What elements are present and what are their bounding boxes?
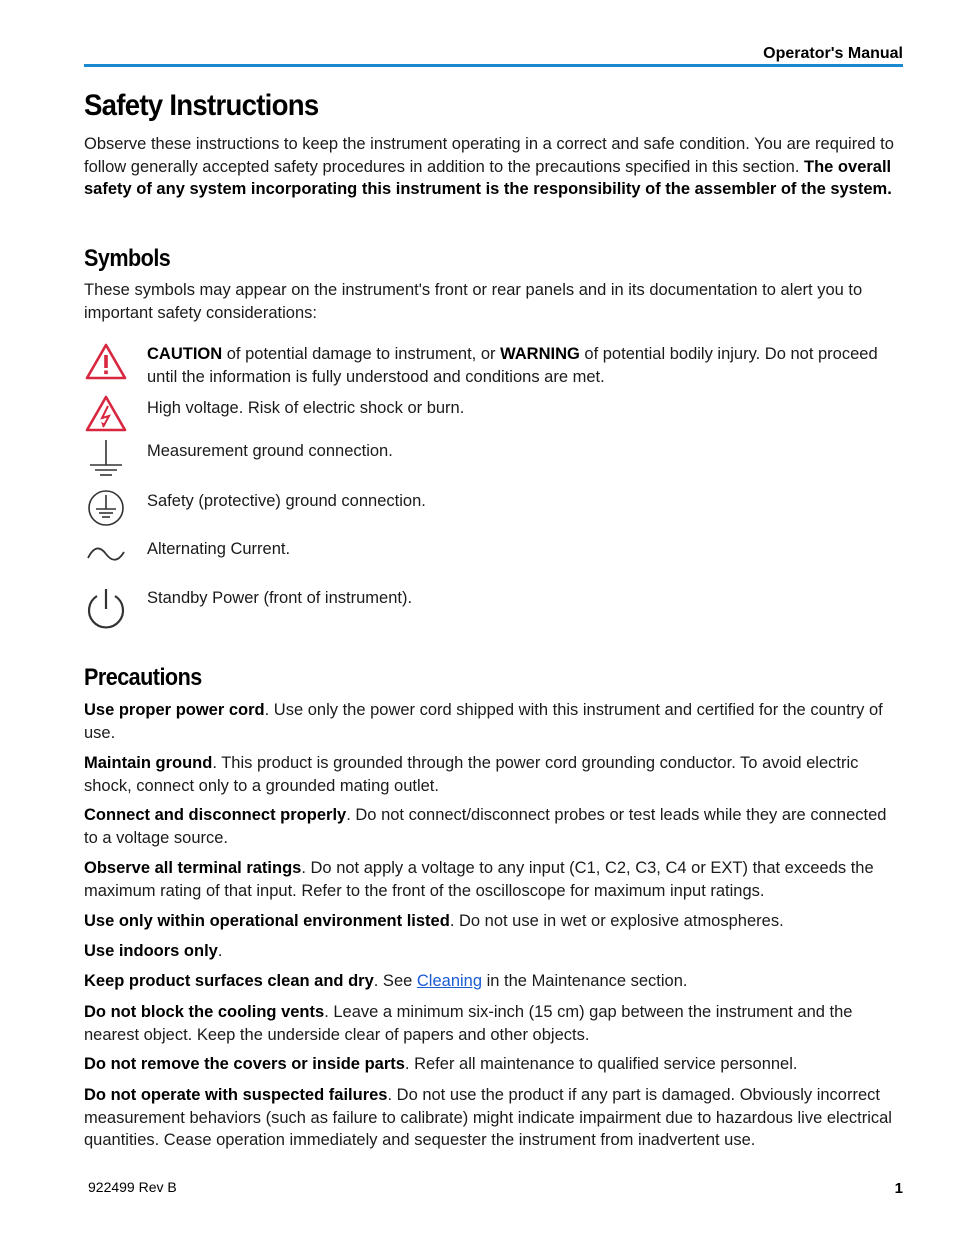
precaution-item: Use indoors only. (84, 942, 223, 960)
running-head: Operator's Manual (763, 45, 903, 62)
header-rule (84, 64, 903, 67)
precaution-item: Do not block the cooling vents. Leave a minimum six-inch (15 cm) gap between the instrument and the nearest object. Keep the underside clear of papers and other objects. (84, 1003, 853, 1044)
warning-triangle-icon (84, 341, 128, 385)
standby-power-icon (84, 587, 128, 631)
precaution-item: Do not remove the covers or inside parts. Refer all maintenance to qualified service personnel. (84, 1055, 798, 1073)
precautions-heading: Precautions (84, 664, 202, 691)
intro-paragraph: Observe these instructions to keep the instrument operating in a correct and safe condition. You are required to follow generally accepted safety procedures in addition to the precautions specified in this section. The overall safety of any system incorporating this instrument is the responsibility of the assembler of the system. (84, 135, 894, 198)
page-title: Safety Instructions (84, 89, 319, 122)
symbol-description: Safety (protective) ground connection. (147, 492, 426, 510)
precaution-item: Connect and disconnect properly. Do not connect/disconnect probes or test leads while they are connected to a voltage source. (84, 806, 887, 847)
page-number: 1 (894, 1180, 903, 1197)
symbol-description: Standby Power (front of instrument). (147, 589, 413, 607)
precaution-item: Observe all terminal ratings. Do not apply a voltage to any input (C1, C2, C3, C4 or EXT) that exceeds the maximum rating of that input. Refer to the front of the oscilloscope for maximum input ratings. (84, 859, 874, 900)
caution-description: CAUTION of potential damage to instrument, or WARNING of potential bodily injury. Do not proceed until the information is fully understood and conditions are met. (147, 345, 878, 386)
symbol-description: High voltage. Risk of electric shock or burn. (147, 399, 465, 417)
high-voltage-icon (84, 393, 128, 437)
protective-ground-icon (84, 488, 128, 532)
symbols-intro: These symbols may appear on the instrument's front or rear panels and in its documentation to alert you to important safety considerations: (84, 281, 863, 322)
caution-word: CAUTION (147, 345, 223, 363)
alternating-current-icon (84, 536, 128, 580)
precaution-item: Use only within operational environment listed. Do not use in wet or explosive atmospheres. (84, 912, 784, 930)
precaution-item: Keep product surfaces clean and dry. See Cleaning in the Maintenance section. (84, 972, 688, 990)
precaution-item: Maintain ground. This product is grounded through the power cord grounding conductor. To avoid electric shock, connect only to a grounded mating outlet. (84, 754, 859, 795)
measurement-ground-icon (84, 438, 128, 482)
intro-bold-statement: The overall safety of any system incorporating this instrument is the responsibility of the assembler of the system. (84, 157, 892, 198)
precaution-item: Use proper power cord. Use only the power cord shipped with this instrument and certified for the country of use. (84, 701, 883, 742)
warning-word: WARNING (500, 345, 580, 363)
symbol-description: Measurement ground connection. (147, 442, 393, 460)
symbol-description: Alternating Current. (147, 540, 291, 558)
document-number: 922499 Rev B (88, 1179, 177, 1195)
precaution-item: Do not operate with suspected failures. Do not use the product if any part is damaged. Obviously incorrect measurement behaviors (such as failure to calibrate) might indicate impairment due to hazardous live electrical quantities. Cease operation immediately and sequester the instrument from inadvertent use. (84, 1086, 892, 1149)
symbols-heading: Symbols (84, 245, 171, 272)
cleaning-link[interactable]: Cleaning (416, 972, 483, 990)
